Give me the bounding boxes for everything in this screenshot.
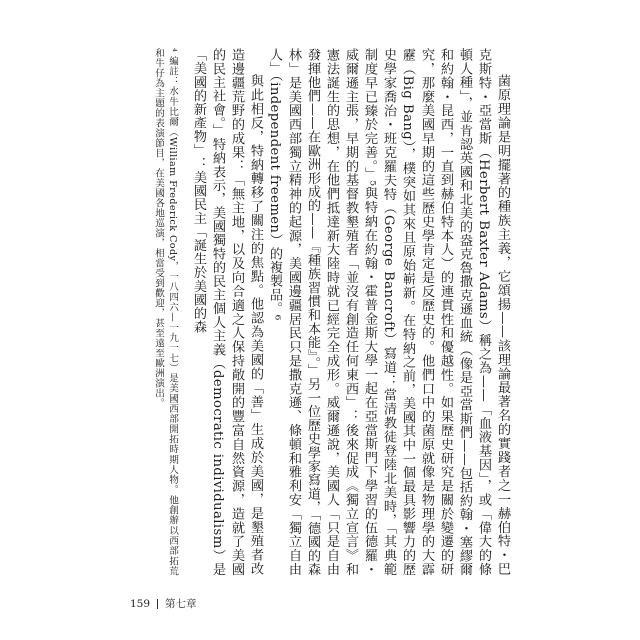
page-footer [130, 596, 197, 611]
paragraph-2: 與此相反，特納轉移了關注的焦點。他認為美國的「善」生成於美國，是墾殖者改造邊疆荒野的成果：「無主地，以及向合適之人保持敞開的豐富自然資源，造就了美國的民主社會。」特納表示，美國獨特的民主個人主義（democratic individualism）是「美國的新產物」：美國民主「誕生於美國的森 [191, 48, 263, 576]
page-number: 159 [130, 597, 151, 610]
paragraph-1: 菌原理論是明擺著的種族主義，它頌揚——該理論最著名的實踐者之一赫伯特・巴克斯特・亞當斯（Herbert Baxter Adams）稱之為——「血液基因」，或「偉大的條頓人種」，並肯認英國和北美的盎克魯撒克遜血統（像是亞當斯們——包括約翰・塞繆爾和約翰・昆西，一直到赫伯特本人）的連貫性和優越性。如果歷史研究是關於變遷的研究，那麼美國早期的這些歷史學肯定是反歷史的。他們口中的菌原就像是物理學的大霹靂（Big Bang），樸突如其來且原始嶄新。在特納之前，美國其中一個最具影響力的歷史學家喬治・班克羅夫特（George Bancroft）寫道：當清教徒登陸北美時，「其典範制度早已臻於完善。」⁵與特納在約翰・霍普金斯大學一起在亞當斯門下學習的伍德羅・威爾遜主張，早期的基督教墾殖者「並沒有創造任何東西」：後來促成《獨立宣言》和憲法誕生的思想，在他們抵達新大陸時就已經完全成形。威爾遜說，美國人「只是自由發揮他們——在歐洲形成的——『種族習慣和本能』。」另一位歷史學家寫道，「德國的森林」是美國西部獨立精神的起源，美國邊疆居民只是撒克遜、條頓和雅利安「獨立自由人」（independent freemen）的複製品。⁶ [267, 48, 510, 576]
vertical-text-body [108, 48, 512, 576]
chapter-label: 第七章 [165, 598, 197, 610]
footer-divider [157, 599, 158, 609]
footnote: ⁴ 編註：水牛比爾（William Frederick Cody，一八四六—一九一七）是美國西部開拓時期人物。他創辦以西部拓荒和牛仔為主題的表演節目，在美國各地巡演，相當受到歡迎，甚至遠至歐洲演出。 [153, 48, 178, 576]
